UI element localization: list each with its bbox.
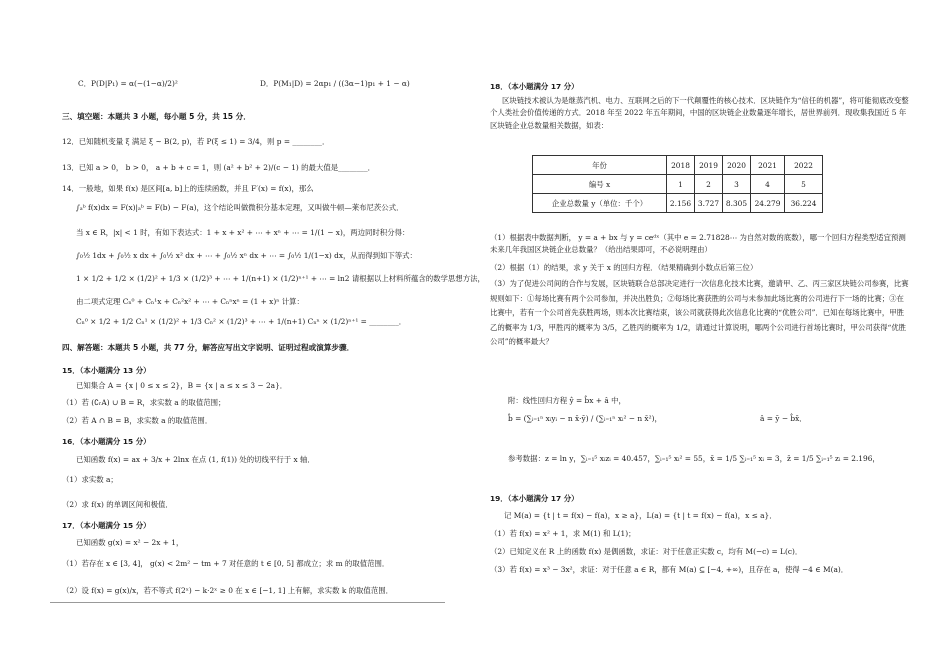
question-16-part-2: （2）求 f(x) 的单调区间和极值． xyxy=(62,500,173,509)
question-19-part-2: （2）已知定义在 R 上的函数 f(x) 是偶函数，求证：对于任意正实数 c，均有 M(−c) = L(c)． xyxy=(490,547,803,556)
regression-a-formula: â = ȳ − b̂x̄． xyxy=(760,414,807,423)
table-cell: 24.279 xyxy=(751,194,785,213)
reference-data: 参考数据：z = ln y，∑ᵢ₌₁⁵ xᵢzᵢ = 40.457，∑ᵢ₌₁⁵ xᵢ² = 55，x̄ = 1/5 ∑ᵢ₌₁⁵ xᵢ = 3，z̄ = 1/5 ∑ᵢ₌₁⁵ zᵢ = 2.196， xyxy=(508,454,880,463)
question-18-intro: 区块链技术被认为是继蒸汽机、电力、互联网之后的下一代颠覆性的核心技术．区块链作为“信任的机器”，将可能彻底改变整个人类社会价值传递的方式．2018 年至 2022 年五年期间，中国的区块链企业数量逐年增长，居世界前列．现收集我国近 5 年区块链企业总数量相关数据，如表： xyxy=(490,96,909,130)
regression-b-formula: b̂ = (∑ᵢ₌₁ⁿ xᵢyᵢ − n x̄·ȳ) / (∑ᵢ₌₁ⁿ xᵢ² − n x̄²)， xyxy=(508,414,662,423)
question-14-line-3: 当 x ∈ R，|x| < 1 时，有如下表达式：1 + x + x² + ⋯ + xⁿ + ⋯ = 1/(1 − x)，两边同时积分得： xyxy=(76,228,410,237)
question-14-line-7: Cₙ⁰ × 1/2 + 1/2 Cₙ¹ × (1/2)² + 1/3 Cₙ² × (1/2)³ + ⋯ + 1/(n+1) Cₙⁿ × (1/2)ⁿ⁺¹ = ________． xyxy=(76,317,407,326)
question-19-part-1: （1）若 f(x) = x² + 1，求 M(1) 和 L(1)； xyxy=(490,529,636,538)
table-row xyxy=(533,194,823,213)
table-cell: 企业总数量 y（单位：千个） xyxy=(533,194,667,213)
question-19-part-3: （3）若 f(x) = x³ − 3x²，求证：对于任意 a ∈ R，都有 M(a) ⊆ [−4, +∞)，且存在 a，使得 −4 ∈ M(a)． xyxy=(490,565,849,574)
table-cell: 36.224 xyxy=(785,194,823,213)
question-12: 12．已知随机变量 ξ 满足 ξ ~ B(2, p)，若 P(ξ ≤ 1) = 3/4，则 p = ________． xyxy=(62,137,330,146)
table-header-cell: 2021 xyxy=(751,156,785,175)
table-row xyxy=(533,156,823,175)
left-bottom-rule xyxy=(50,602,445,603)
table-header-cell: 年份 xyxy=(533,156,667,175)
section-fill-blank-heading: 三、填空题：本题共 3 小题，每小题 5 分，共 15 分． xyxy=(62,112,251,121)
question-16-stem: 已知函数 f(x) = ax + 3/x + 2lnx 在点 (1, f(1)) 处的切线平行于 x 轴． xyxy=(76,455,315,464)
table-cell: 5 xyxy=(785,175,823,194)
option-d: D．P(M₁|D) = 2αp₁ / ((3α−1)p₁ + 1 − α) xyxy=(260,79,410,88)
table-header-cell: 2020 xyxy=(723,156,751,175)
table-cell: 编号 x xyxy=(533,175,667,194)
table-cell: 3.727 xyxy=(695,194,723,213)
table-header-cell: 2019 xyxy=(695,156,723,175)
table-cell: 1 xyxy=(667,175,695,194)
question-15-stem: 已知集合 A = {x | 0 ≤ x ≤ 2}，B = {x | a ≤ x ≤ 3 − 2a}． xyxy=(76,381,288,390)
table-cell: 2.156 xyxy=(667,194,695,213)
question-18-part-1: （1）根据表中数据判断， y = a + bx 与 y = ceᵈˣ（其中 e = 2.71828⋯ 为自然对数的底数），哪一个回归方程类型适宜预测未来几年我国区块链企业总数量？（给出结果即可，不必说明理由） xyxy=(490,233,906,255)
table-row xyxy=(533,175,823,194)
question-15-heading: 15．（本小题满分 13 分） xyxy=(62,366,151,375)
question-17-part-2: （2）设 f(x) = g(x)/x，若不等式 f(2ˣ) − k·2ˣ ≥ 0 在 x ∈ [−1, 1] 上有解，求实数 k 的取值范围． xyxy=(62,586,393,595)
section-answer-heading: 四、解答题：本题共 5 小题，共 77 分，解答应写出文字说明、证明过程或演算步骤． xyxy=(62,343,355,352)
question-18-part-3: （3）为了促进公司间的合作与发展，区块链联合总部决定进行一次信息化技术比赛，邀请甲、乙、丙三家区块链公司参赛，比赛规则如下：①每场比赛有两个公司参加，并决出胜负；②每场比赛获胜的公司与未参加此场比赛的公司进行下一场的比赛；③在比赛中，若有一个公司首先获胜两场，则本次比赛结束，该公司就获得此次信息化比赛的“优胜公司”．已知在每场比赛中，甲胜乙的概率为 1/3，甲胜丙的概率为 3/5，乙胜丙的概率为 1/2，请通过计算说明，哪两个公司进行首场比赛时，甲公司获得“优胜公司”的概率最大？ xyxy=(490,279,909,346)
question-16-heading: 16．（本小题满分 15 分） xyxy=(62,437,151,446)
question-18-heading: 18．（本小题满分 17 分） xyxy=(490,82,579,91)
question-19-heading: 19．（本小题满分 17 分） xyxy=(490,494,579,503)
question-15-part-2: （2）若 A ∩ B = B，求实数 a 的取值范围． xyxy=(62,416,213,425)
table-cell: 3 xyxy=(723,175,751,194)
question-19-stem: 记 M(a) = {t | t = f(x) − f(a)，x ≥ a}，L(a) = {t | t = f(x) − f(a)，x ≤ a}． xyxy=(504,511,777,520)
table-cell: 4 xyxy=(751,175,785,194)
question-17-part-1: （1）若存在 x ∈ [3, 4]， g(x) < 2m² − tm + 7 对任意的 t ∈ [0, 5] 都成立；求 m 的取值范围． xyxy=(62,559,390,568)
blockchain-data-table xyxy=(532,155,823,213)
question-14-line-5: 1 × 1/2 + 1/2 × (1/2)² + 1/3 × (1/2)³ + ⋯ + 1/(n+1) × (1/2)ⁿ⁺¹ + ⋯ = ln2 请根据以上材料所蕴含的数学思想方法， xyxy=(76,274,485,283)
question-17-stem: 已知函数 g(x) = x² − 2x + 1， xyxy=(76,538,184,547)
question-14-line-4: ∫₀½ 1dx + ∫₀½ x dx + ∫₀½ x² dx + ⋯ + ∫₀½ xⁿ dx + ⋯ = ∫₀½ 1/(1−x) dx，从而得到如下等式： xyxy=(76,251,417,260)
question-18-part-2: （2）根据（1）的结果，求 y 关于 x 的回归方程．（结果精确到小数点后第三位） xyxy=(490,263,758,272)
question-13: 13．已知 a > 0， b > 0， a + b + c = 1，则 (a² + b² + 2)/(c − 1) 的最大值是________． xyxy=(62,163,376,172)
question-14-line-6: 由二项式定理 Cₙ⁰ + Cₙ¹x + Cₙ²x² + ⋯ + Cₙⁿxⁿ = (1 + x)ⁿ 计算： xyxy=(76,297,304,306)
question-14-line-2: ∫ₐᵇ f(x)dx = F(x)|ₐᵇ = F(b) − F(a)，这个结论叫做微积分基本定理，又叫做牛顿—莱布尼茨公式． xyxy=(76,203,404,212)
table-header-cell: 2022 xyxy=(785,156,823,175)
table-cell: 8.305 xyxy=(723,194,751,213)
question-16-part-1: （1）求实数 a； xyxy=(62,475,118,484)
regression-note-label: 附：线性回归方程 ŷ = b̂x + â 中， xyxy=(508,396,626,405)
table-cell: 2 xyxy=(695,175,723,194)
question-15-part-1: （1）若 (∁ᵣA) ∪ B = R，求实数 a 的取值范围； xyxy=(62,398,226,407)
question-17-heading: 17．（本小题满分 15 分） xyxy=(62,521,151,530)
option-c: C．P(D|P₁) = α(−(1−α)/2)² xyxy=(78,79,178,88)
question-14-line-1: 14．一般地，如果 f(x) 是区间[a, b]上的连续函数，并且 F′(x) = f(x)，那么 xyxy=(62,184,314,193)
table-header-cell: 2018 xyxy=(667,156,695,175)
